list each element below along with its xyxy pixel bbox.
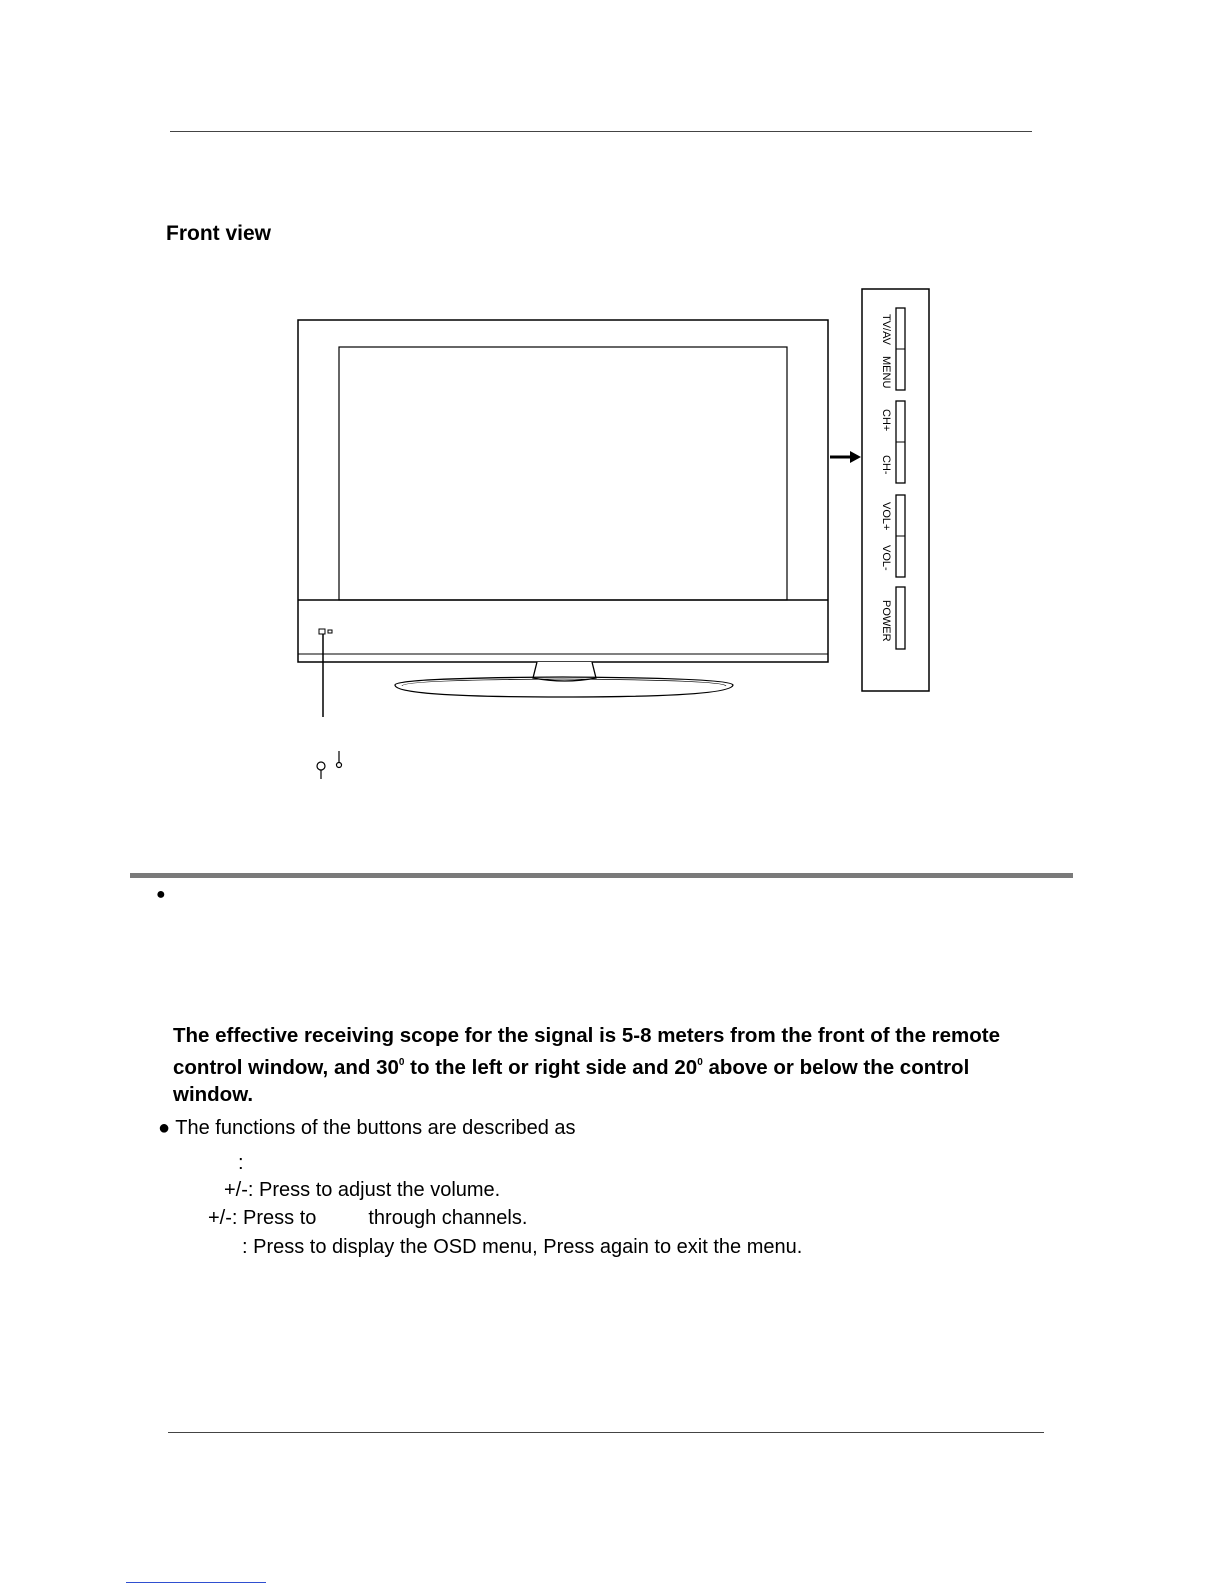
sensor-indicator-icon	[317, 751, 342, 779]
label-ch-minus: CH-	[880, 455, 892, 475]
label-power: POWER	[880, 600, 892, 642]
label-tvav: TV/AV	[880, 314, 892, 345]
note-line-2: control window, and $30^0$ to the left or right side and $20^0$ above or below the control	[173, 1056, 970, 1079]
label-vol-minus: VOL-	[880, 545, 892, 571]
function-line-ch: +/-: Press to through channels.	[208, 1207, 528, 1229]
functions-intro: ● The functions of the buttons are described as	[158, 1117, 576, 1139]
tv-screen	[339, 347, 787, 600]
function-line-1: :	[238, 1152, 244, 1174]
function-line-menu: : Press to display the OSD menu, Press again to exit the menu.	[242, 1236, 803, 1258]
note-bullet: ●	[156, 886, 166, 903]
power-indicator-led	[328, 630, 332, 633]
footer-rule	[168, 1432, 1044, 1433]
label-ch-plus: CH+	[880, 409, 892, 432]
section-heading: Front view	[166, 222, 272, 245]
note-line-3: window.	[173, 1083, 254, 1106]
tv-bezel	[298, 320, 828, 662]
section-divider	[130, 873, 1073, 878]
panel-arrow-head	[850, 451, 861, 463]
remote-range-note	[173, 1022, 1078, 1108]
ir-sensor-window	[319, 629, 325, 634]
stand-neck	[533, 662, 596, 681]
footer-link-underline	[126, 1582, 266, 1583]
note-line-1: The effective receiving scope for the signal is 5-8 meters from the front of the remote	[173, 1024, 1001, 1047]
label-menu: MENU	[880, 356, 892, 389]
label-vol-plus: VOL+	[880, 502, 892, 531]
button-power	[896, 587, 905, 649]
function-line-vol: +/-: Press to adjust the volume.	[224, 1179, 501, 1201]
